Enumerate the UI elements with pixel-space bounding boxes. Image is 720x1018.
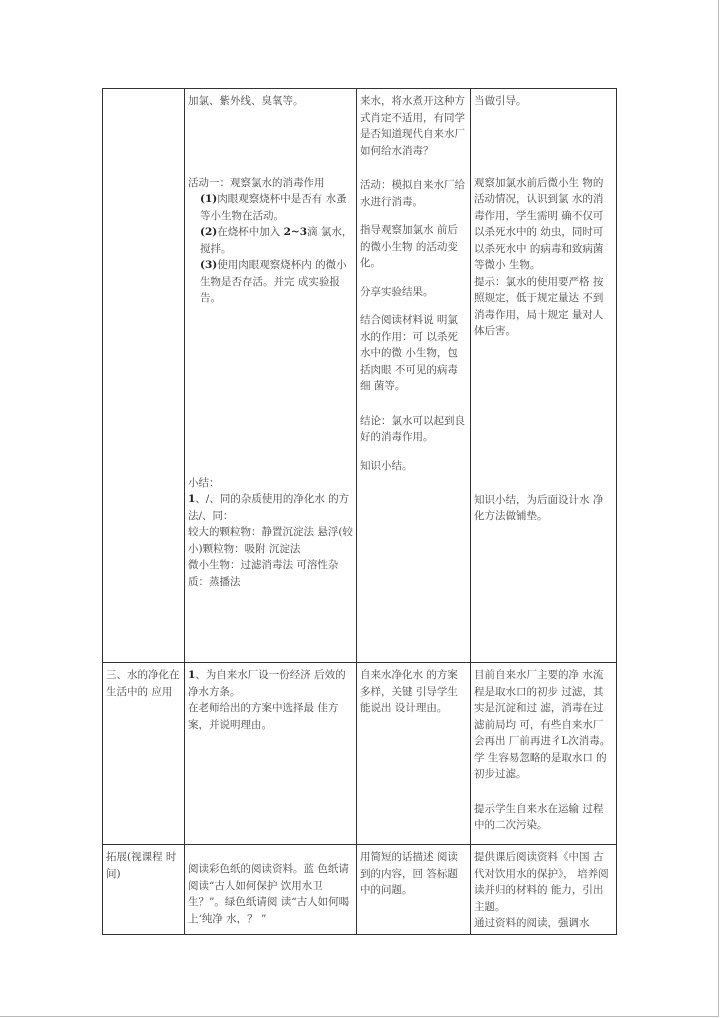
table-row bbox=[103, 89, 617, 663]
text-paragraph: 提供课后阅读资料《中国 古代对饮用水的保护》， 培养阅读并归的材料的 能力，引出主题。 bbox=[474, 851, 609, 913]
step-item: (1)肉眼观察烧杯中是否有 水蚤等小生物在活动。 bbox=[200, 193, 347, 222]
teacher-activity-cell: 用简短的话描述 阅读到的内容，回 答标题中的问题。 bbox=[357, 845, 471, 935]
content-cell bbox=[185, 845, 357, 935]
text-line: 加氯、紫外线、臭氧等。 bbox=[188, 95, 304, 107]
table-row bbox=[103, 845, 617, 935]
text-paragraph: 提示学生自来水在运输 过程中的二次污染。 bbox=[474, 802, 604, 831]
summary-item: 较大的颗粒物：静置沉淀法 悬浮(较小)颗粒物：吸附 沉淀法 bbox=[188, 526, 353, 555]
text-paragraph: 指导观察加氯水 前后的微小生物 的活动变化。 bbox=[360, 224, 458, 269]
content-cell bbox=[185, 663, 357, 845]
teacher-activity-cell bbox=[357, 89, 471, 663]
text-paragraph: 通过资料的阅读，强调水 bbox=[474, 917, 590, 929]
text-paragraph: 来水，将水煮开这种方式肖定不适用，有同学是否知道现代自来水厂 如何给水消毒？ bbox=[360, 95, 465, 157]
design-intent-cell bbox=[471, 89, 617, 663]
summary-title: 小结： bbox=[188, 476, 220, 489]
summary-item: 微小生物：过滤消毒法 可溶性杂质：蒸播法 bbox=[188, 559, 339, 588]
text-paragraph: 提示：氯水的使用要严格 按照规定，低于规定量达 不到消毒作用，局十规定 量对人体后害。 bbox=[474, 275, 604, 337]
text-paragraph: 知识小结，为后面设计水 净化方法做铺垫。 bbox=[474, 493, 604, 522]
stage-cell bbox=[103, 89, 185, 663]
content-cell bbox=[185, 89, 357, 663]
design-intent-cell bbox=[471, 663, 617, 845]
text-paragraph: 知识小结。 bbox=[360, 459, 413, 472]
activity-title: 活动一：观察氯水的消毒作用 bbox=[188, 176, 325, 189]
design-intent-cell bbox=[471, 845, 617, 935]
teacher-activity-cell: 自来水净化水 的方案多样，关键 引导学生能说出 设计理由。 bbox=[357, 663, 471, 845]
text-paragraph: 目前自来水厂主要的净 水流程是取水口的初步 过滤，其实是沉淀和过 滤，消毒在过滤前局均 可，有些自来水厂会再出 厂前再进彳L次消毒。学 生容易忽略的是取水口 的初步过滤。 bbox=[474, 669, 611, 780]
text-paragraph: 当做引导。 bbox=[474, 95, 527, 107]
text-line: 1、为自来水厂设一份经济 后效的净水方条。 bbox=[188, 669, 346, 698]
lesson-plan-table bbox=[102, 88, 617, 935]
text-paragraph: 结合阅读材料说 明氯水的作用：可 以杀死水中的微 小生物，包括肉眼 不可见的病毒细 菌等。 bbox=[360, 314, 458, 392]
text-paragraph: 阅读彩色纸的阅读资料。蓝 色纸请阅读“古人如何保护 饮用水卫生？”。绿色纸请阅 读“古人如何喝上‘纯净 水，？ ” bbox=[188, 863, 350, 925]
text-line: 在老师给出的方案中选择最 佳方案，并说明理由。 bbox=[188, 702, 339, 731]
table-row bbox=[103, 663, 617, 845]
text-paragraph: 结论：氯水可以起到良好的消毒作用。 bbox=[360, 414, 465, 443]
text-paragraph: 分享实验结果。 bbox=[360, 285, 434, 298]
step-item: (2)在烧杯中加入 2~3滴 氯水，搅拌。 bbox=[200, 226, 353, 255]
stage-cell: 三、水的净化在生活中的 应用 bbox=[103, 663, 185, 845]
step-item: (3)使用肉眼观察烧杯内 的微小生物是否存活。并完 成实验报告。 bbox=[200, 259, 347, 304]
text-paragraph: 观察加氯水前后微小生 物的活动情况，认识到氯 水的消毒作用，学生需明 确不仅可以杀死水中的 幼虫，同时可以杀死水中 的病毒和致病菌等微小 生物。 bbox=[474, 176, 604, 271]
stage-cell: 拓展(视课程 时间) bbox=[103, 845, 185, 935]
summary-item: 1、/、同的杂质使用的净化水 的方法/、同： bbox=[188, 493, 350, 522]
text-paragraph: 活动：模拟自来水厂给水进行消毒。 bbox=[360, 179, 465, 208]
